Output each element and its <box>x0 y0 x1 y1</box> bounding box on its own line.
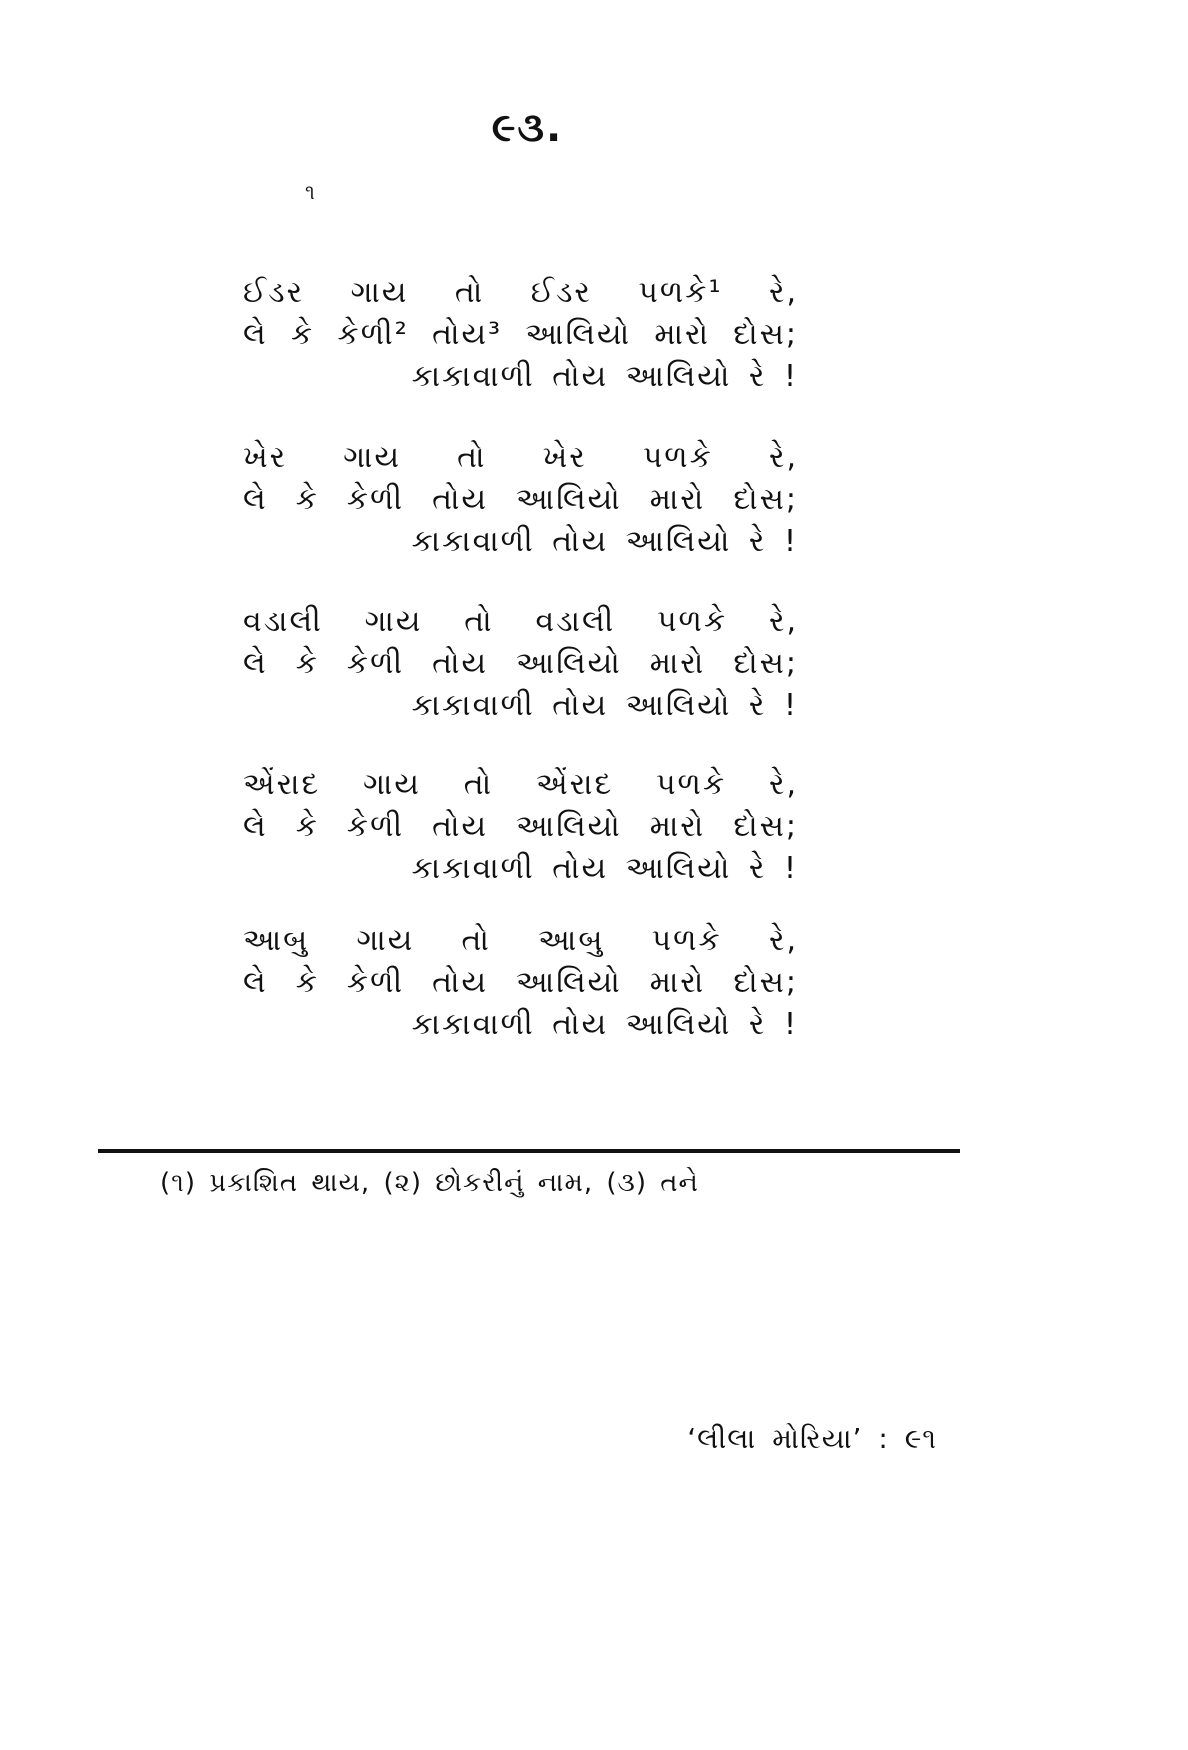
stanza-line: વડાલી ગાય તો વડાલી પળકે રે, <box>243 604 798 639</box>
stanza-1 <box>243 272 798 398</box>
stanza-line: લે કે કેળી તોય આલિયો મારો દોસ; <box>243 646 798 681</box>
stanza-refrain: કાકાવાળી તોય આલિયો રે ! <box>411 524 798 559</box>
stanza-line: લે કે કેળી તોય આલિયો મારો દોસ; <box>243 482 798 517</box>
stanza-line: લે કે કેળી તોય આલિયો મારો દોસ; <box>243 809 798 844</box>
page-number: ૯૩. <box>491 105 564 151</box>
stanza-refrain: કાકાવાળી તોય આલિયો રે ! <box>411 1007 798 1042</box>
stanza-line: એંરાદ ગાય તો એંરાદ પળકે રે, <box>243 767 798 802</box>
stanza-refrain: કાકાવાળી તોય આલિયો રે ! <box>411 359 798 394</box>
section-mark: ૧ <box>305 180 315 204</box>
stanza-refrain: કાકાવાળી તોય આલિયો રે ! <box>411 851 798 886</box>
footnote-divider <box>98 1149 960 1153</box>
footnotes: (૧) પ્રકાશિત થાય, (૨) છોકરીનું નામ, (૩) તને <box>160 1168 699 1198</box>
stanza-3 <box>243 601 798 727</box>
stanza-line: આબુ ગાય તો આબુ પળકે રે, <box>243 923 798 958</box>
stanza-line: લે કે કેળી તોય આલિયો મારો દોસ; <box>243 965 798 1000</box>
stanza-line: લે કે કેળી² તોય³ આલિયો મારો દોસ; <box>243 317 798 352</box>
running-footer: ‘લીલા મોરિયા’ : ૯૧ <box>687 1422 937 1455</box>
stanza-4 <box>243 764 798 890</box>
stanza-refrain: કાકાવાળી તોય આલિયો રે ! <box>411 688 798 723</box>
stanza-line: ખેર ગાય તો ખેર પળકે રે, <box>243 440 798 475</box>
stanza-2 <box>243 437 798 563</box>
stanza-5 <box>243 920 798 1046</box>
stanza-line: ઈડર ગાય તો ઈડર પળકે¹ રે, <box>243 275 798 310</box>
